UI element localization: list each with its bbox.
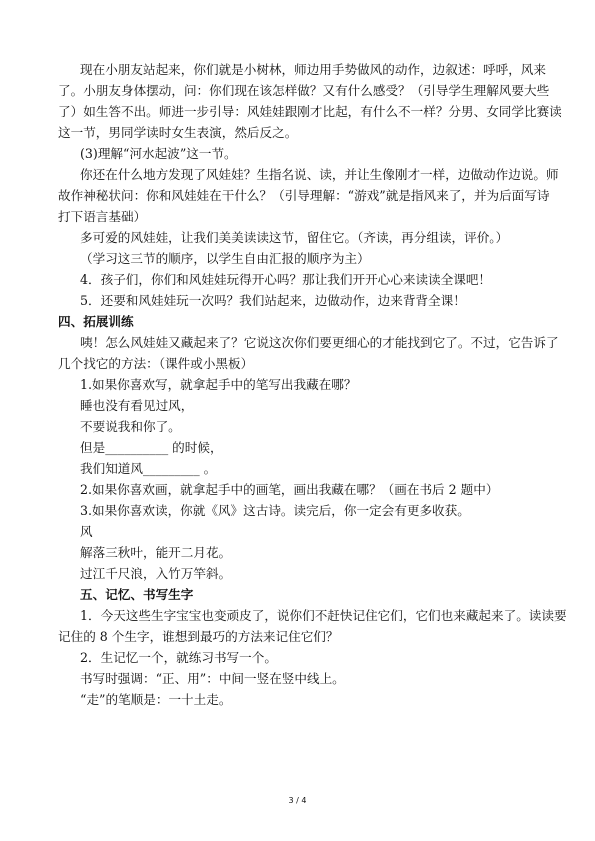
paragraph-line: 多可爱的风娃娃，让我们美美读读这节，留住它。（齐读，再分组读，评价。） bbox=[80, 230, 509, 245]
paragraph-line: 1.如果你喜欢写，就拿起手中的笔写出我藏在哪？ bbox=[80, 377, 357, 392]
paragraph-line: (3)理解“河水起波”这一节。 bbox=[80, 146, 237, 161]
paragraph-line: 了）如生答不出。师进一步引导：风娃娃跟刚才比起，有什么不一样？分男、女同学比赛读 bbox=[58, 104, 562, 119]
paragraph-line: 打下语言基础） bbox=[58, 209, 147, 224]
paragraph-line: 现在小朋友站起来，你们就是小树林，师边用手势做风的动作，边叙述：呼呼，风来 bbox=[80, 62, 546, 77]
paragraph-line: 但是__________ 的时候， bbox=[80, 440, 223, 455]
paragraph-line: 睡也没有看见过风， bbox=[80, 398, 194, 413]
poem-title: 风 bbox=[80, 524, 93, 539]
paragraph-line: 1．今天这些生字宝宝也变顽皮了，说你们不赶快记住它们，它们也来藏起来了。读读要 bbox=[80, 608, 567, 623]
paragraph-line: 这一节，男同学读时女生表演，然后反之。 bbox=[58, 125, 298, 140]
paragraph-line: 咦！怎么风娃娃又藏起来了？它说这次你们要更细心的才能找到它了。不过，它告诉了 bbox=[80, 335, 559, 350]
paragraph-line: “走”的笔顺是：一十土走。 bbox=[80, 692, 232, 707]
paragraph-line: 记住的 8 个生字，谁想到最巧的方法来记住它们？ bbox=[58, 629, 339, 644]
paragraph-line: 2．生记忆一个，就练习书写一个。 bbox=[80, 650, 277, 665]
paragraph-line: 几个找它的方法：（课件或小黑板） bbox=[58, 356, 254, 371]
poem-line: 解落三秋叶，能开二月花。 bbox=[80, 545, 232, 560]
section-heading: 四、拓展训练 bbox=[58, 314, 134, 329]
paragraph-line: 了。小朋友身体摆动，问：你们现在该怎样做？又有什么感受？（引导学生理解风要大些 bbox=[58, 83, 550, 98]
paragraph-line: 2.如果你喜欢画，就拿起手中的画笔，画出我藏在哪？（画在书后 2 题中） bbox=[80, 482, 499, 497]
paragraph-line: 你还在什么地方发现了风娃娃？生指名说、读，并让生像刚才一样，边做动作边说。师 bbox=[80, 167, 559, 182]
page-number: 3 / 4 bbox=[288, 796, 307, 805]
section-heading: 五、记忆、书写生字 bbox=[80, 587, 194, 602]
paragraph-line: 3.如果你喜欢读，你就《风》这古诗。读完后，你一定会有更多收获。 bbox=[80, 503, 470, 518]
paragraph-line: （学习这三节的顺序，以学生自由汇报的顺序为主） bbox=[80, 251, 370, 266]
paragraph-line: 4．孩子们，你们和风娃娃玩得开心吗？那让我们开开心心来读读全课吧！ bbox=[80, 272, 492, 287]
paragraph-line: 故作神秘状问：你和风娃娃在干什么？（引导理解：“游戏”就是指风来了，并为后面写诗 bbox=[58, 188, 550, 203]
paragraph-line: 书写时强调：“正、用”：中间一竖在竖中线上。 bbox=[80, 671, 345, 686]
paragraph-line: 不要说我和你了。 bbox=[80, 419, 181, 434]
paragraph-line: 5．还要和风娃娃玩一次吗？我们站起来，边做动作，边来背背全课！ bbox=[80, 293, 466, 308]
poem-line: 过江千尺浪，入竹万竿斜。 bbox=[80, 566, 232, 581]
paragraph-line: 我们知道风_________ 。 bbox=[80, 461, 217, 476]
